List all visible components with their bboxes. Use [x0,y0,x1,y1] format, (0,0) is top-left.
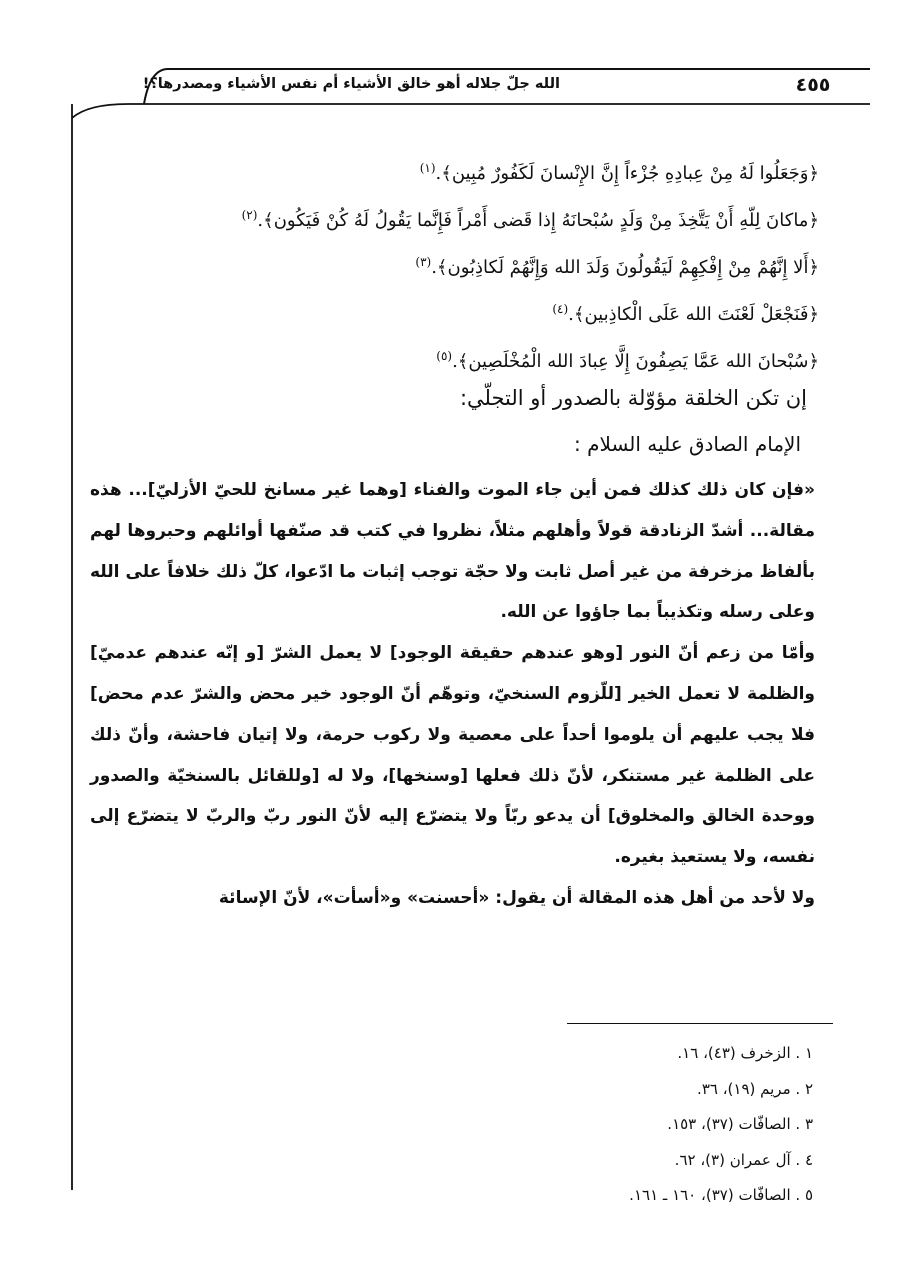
verse-line [119,338,819,385]
footnote-ref: (١) [419,161,436,175]
verse-line [119,150,819,197]
quote-paragraph: وأمّا من زعم أنّ النور [وهو عندهم حقيقة الوجود] لا يعمل الشرّ [و إنّه عندهم عدميّ] والظلمة لا تعمل الخير [للّزوم السنخيّ، وتوهّم أنّ الوجود خير محض والشرّ عدم محض] فلا يجب عليهم أن يلوموا أحداً على معصية ولا ركوب حرمة، ولا إتيان فاحشة، وأنّ ذلك على الظلمة غير مستنكر، لأنّ ذلك فعلها [وسنخها]، ولا له [وللقائل بالسنخيّة والصدور ووحدة الخالق والمخلوق] أن يدعو ربّاً ولا يتضرّع إليه لأنّ النور ربّ والربّ لا يتضرّع إلى نفسه، ولا يستعيذ بغيره. [90,643,815,868]
verse-text: ﴿سُبْحانَ الله عَمَّا يَصِفُونَ إِلَّا عِبادَ الله الْمُخْلَصِين﴾. [452,351,819,372]
running-header-title: الله جلّ جلاله أهو خالق الأشياء أم نفس الأشياء ومصدرها؟! [142,76,560,92]
footnote-ref: (٤) [552,302,569,316]
section-heading: إن تكن الخلقة مؤوّلة بالصدور أو التجلّي: [459,386,807,410]
footnote-item: ١ . الزخرف (٤٣)، ١٦. [677,1044,813,1062]
footnote-ref: (٣) [415,255,432,269]
verse-text: ﴿ماكانَ لِلّهِ أَنْ يَتَّخِذَ مِنْ وَلَدٍ سُبْحانَهُ إِذا قَضى أَمْراً فَإِنَّما يَقُولُ لَهُ كُنْ فَيَكُون﴾. [257,210,819,231]
verse-line [119,197,819,244]
verse-text: ﴿وَجَعَلُوا لَهُ مِنْ عِبادِهِ جُزْءاً إِنَّ الإِنْسانَ لَكَفُورٌ مُبِين﴾. [435,163,819,184]
footnote-item: ٢ . مريم (١٩)، ٣٦. [697,1079,813,1098]
footnote-separator [567,1023,833,1024]
footnote-item: ٤ . آل عمران (٣)، ٦٢. [674,1150,813,1169]
verse-text: ﴿أَلا إِنَّهُمْ مِنْ إِفْكِهِمْ لَيَقُولُونَ وَلَدَ الله وَإِنَّهُمْ لَكاذِبُون﴾. [431,257,819,278]
verse-line [119,244,819,291]
footnotes-list [313,1036,813,1214]
footnote-ref: (٥) [436,349,453,363]
hadith-quote [90,470,815,919]
footnote-item: ٥ . الصافّات (٣٧)، ١٦٠ ـ ١٦١. [629,1186,813,1204]
footnote-item: ٣ . الصافّات (٣٧)، ١٥٣. [667,1115,813,1133]
verse-line [119,291,819,338]
footnote-ref: (٢) [241,208,258,222]
quote-paragraph: «فإن كان ذلك كذلك فمن أين جاء الموت والفناء [وهما غير مسانخ للحيّ الأزليّ]... هذه مقالة... أشدّ الزنادقة قولاً وأهلهم مثلاً، نظروا في كتب قد صنّفها أوائلهم وحبروها لهم بألفاظ مزخرفة من غير أصل ثابت ولا حجّة توجب إثبات ما ادّعوا، كلّ ذلك خلافاً على الله وعلى رسله وتكذيباً بما جاؤوا عن الله. [90,480,815,623]
page-number: ٤٥٥ [795,74,831,96]
quote-paragraph: ولا لأحد من أهل هذه المقالة أن يقول: «أحسنت» و«أسأت»، لأنّ الإسائة [218,887,815,908]
verse-text: ﴿فَنَجْعَلْ لَعْنَتَ الله عَلَى الْكاذِبين﴾. [568,304,819,325]
quran-verses [119,150,819,385]
hadith-attribution: الإمام الصادق عليه السلام : [574,432,801,456]
